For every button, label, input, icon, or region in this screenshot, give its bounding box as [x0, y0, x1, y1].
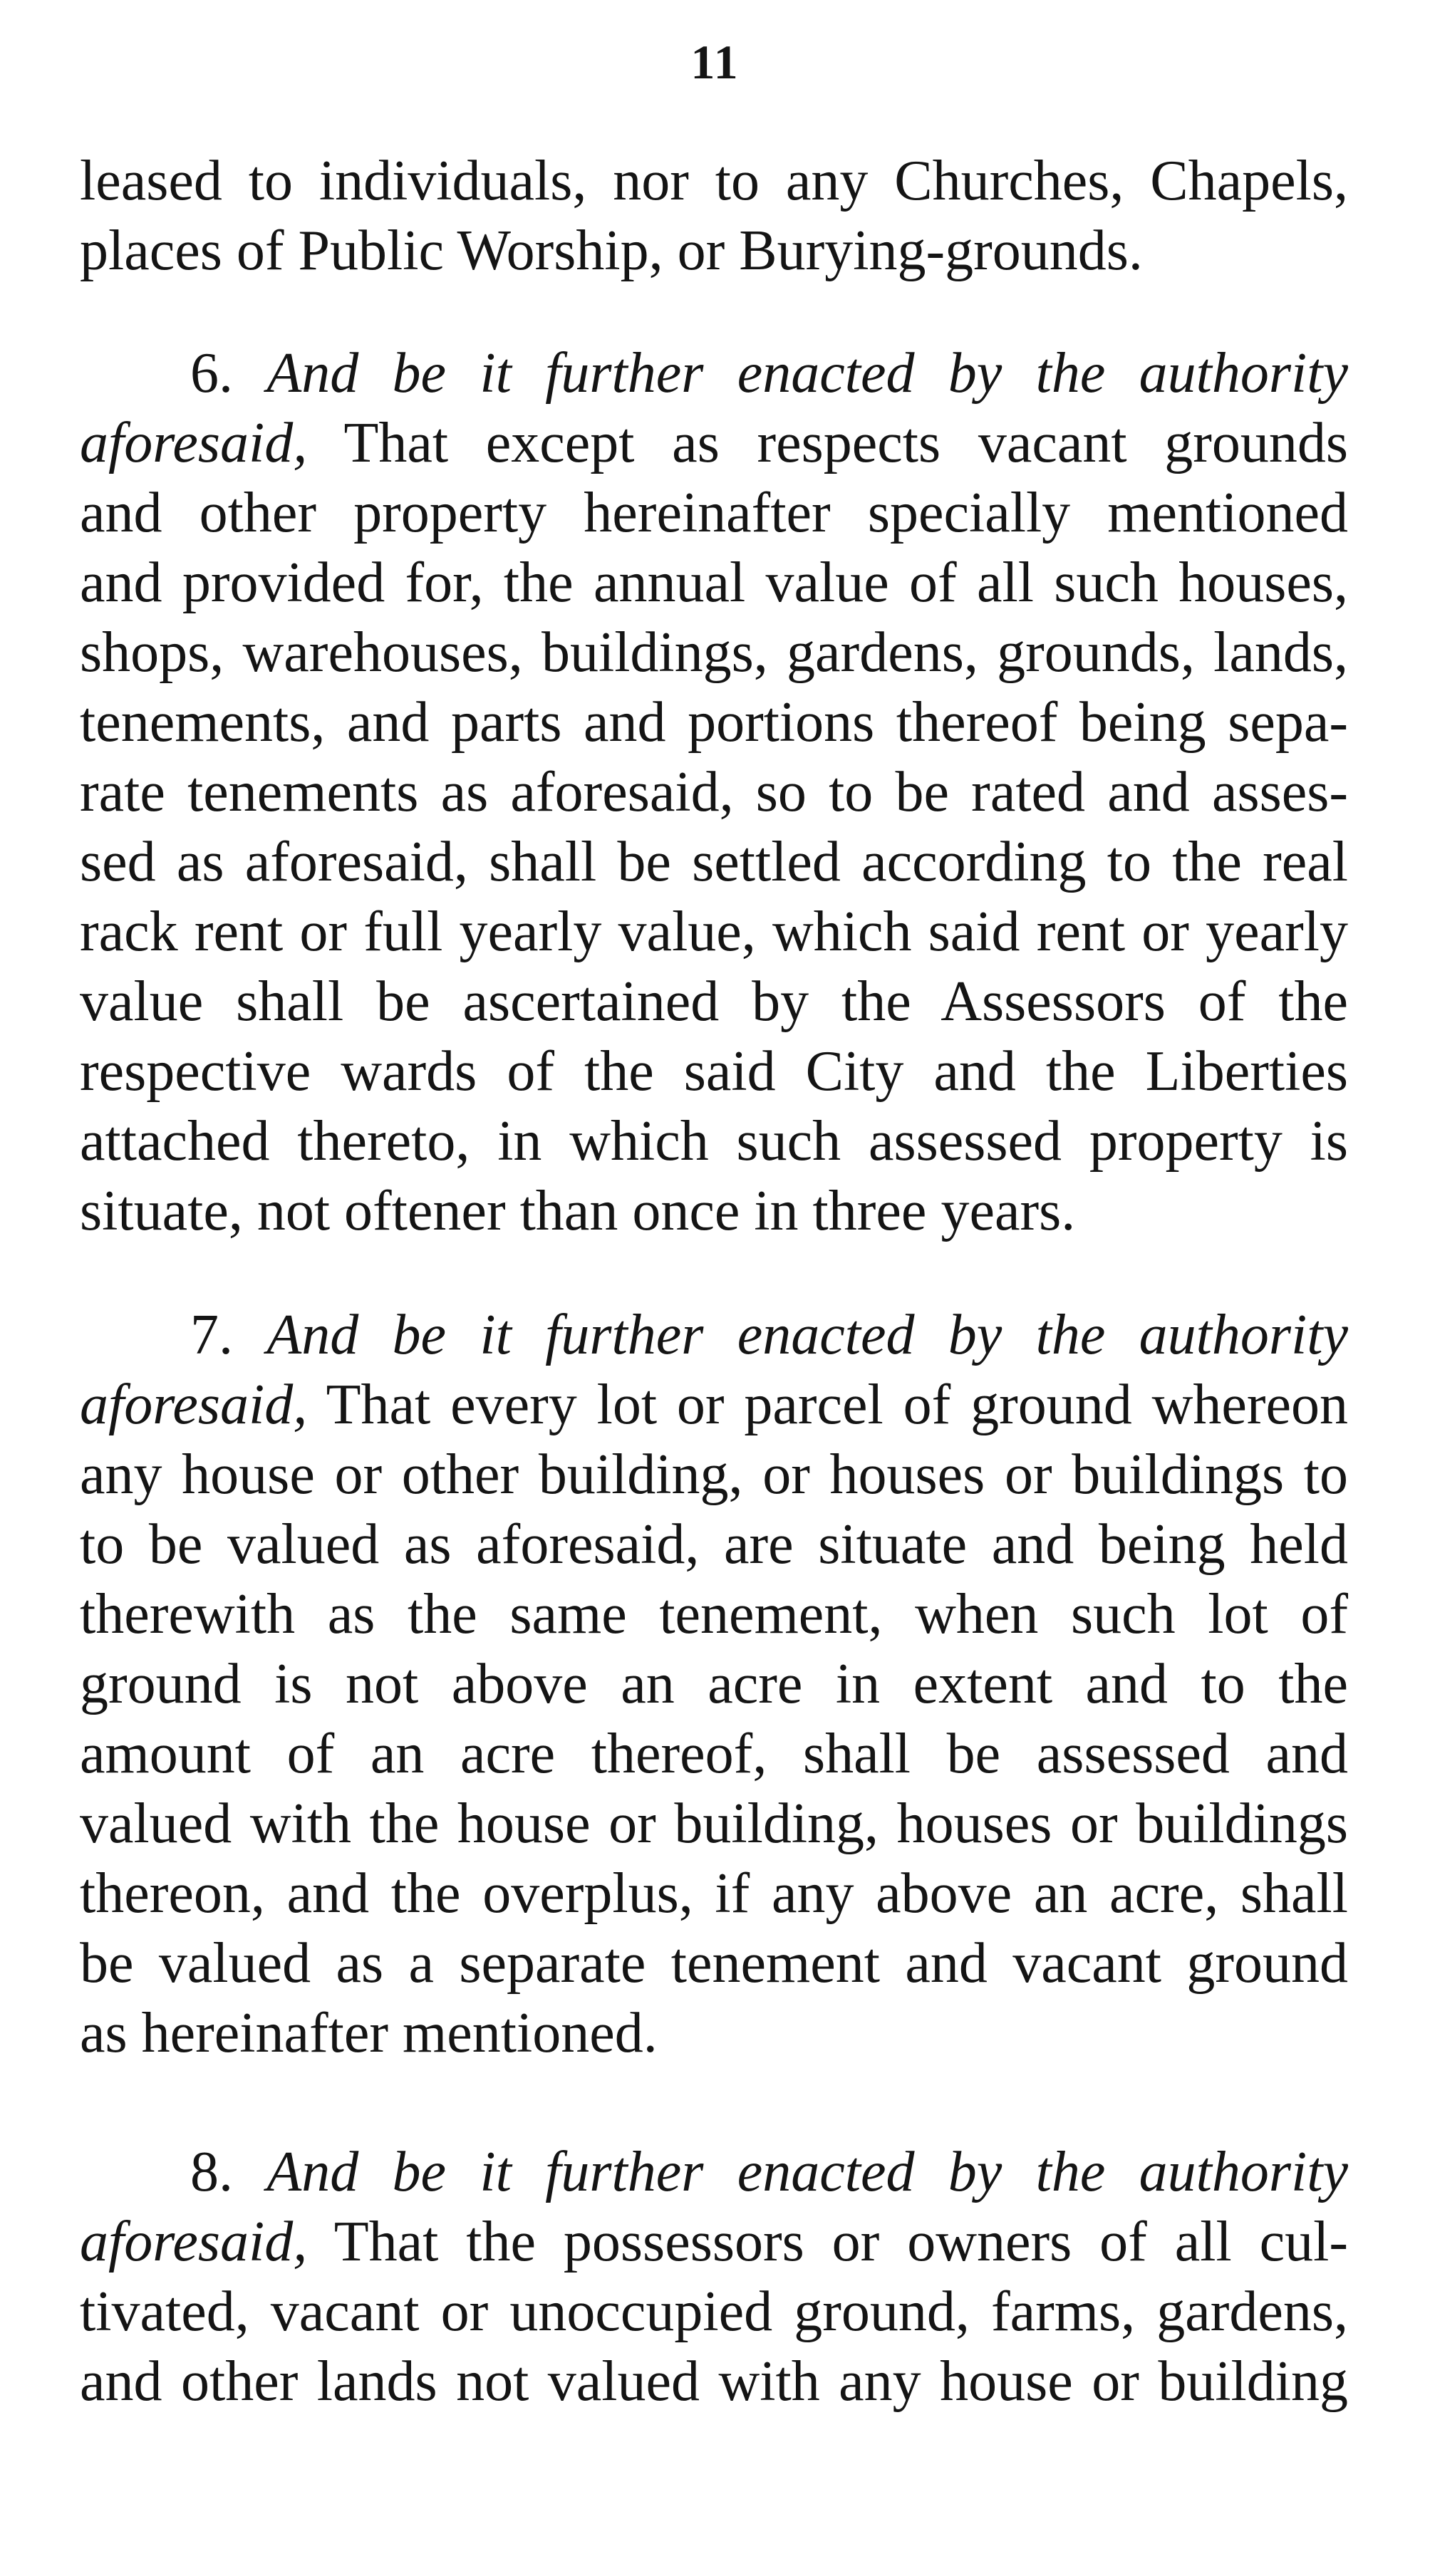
text-line: sed as aforesaid, shall be settled according to the real	[80, 831, 1348, 893]
section-heading-line	[80, 1300, 1348, 1370]
text-line: respective wards of the said City and the Liberties	[80, 1040, 1348, 1103]
enacting-clause: And be it further enacted by the authority	[266, 342, 1348, 405]
text-line: therewith as the same tenement, when such lot of	[80, 1583, 1348, 1646]
section-number: 6.	[190, 342, 233, 405]
text-line: aforesaid, That the possessors or owners of all cul-	[80, 2211, 1348, 2273]
enacting-clause-end: aforesaid,	[80, 2211, 308, 2273]
section-heading-line	[80, 338, 1348, 408]
page-number: 11	[690, 35, 740, 89]
text-line: to be valued as aforesaid, are situate and being held	[80, 1513, 1348, 1576]
enacting-clause: And be it further enacted by the authority	[266, 1304, 1348, 1366]
text-line: and other property hereinafter specially mentioned	[80, 482, 1348, 544]
text-line: be valued as a separate tenement and vacant ground	[80, 1932, 1348, 1995]
text-line: aforesaid, That except as respects vacant grounds	[80, 412, 1349, 474]
section-6-paragraph	[80, 338, 1348, 1246]
text-line: and other lands not valued with any house or building	[80, 2350, 1348, 2413]
section-8-paragraph	[80, 2137, 1348, 2416]
text-line: attached thereto, in which such assessed property is	[80, 1110, 1348, 1173]
intro-paragraph	[80, 146, 1348, 286]
text-line: ground is not above an acre in extent and to the	[80, 1653, 1348, 1715]
section-number: 7.	[190, 1304, 233, 1366]
text-line: aforesaid, That every lot or parcel of ground whereon	[80, 1373, 1349, 1436]
text-line: rack rent or full yearly value, which said rent or yearly	[80, 900, 1348, 963]
text-line: situate, not oftener than once in three years.	[80, 1180, 1076, 1242]
text-line: value shall be ascertained by the Assessors of the	[80, 970, 1348, 1033]
section-7-paragraph	[80, 1300, 1348, 2068]
text-line: shops, warehouses, buildings, gardens, grounds, lands,	[80, 621, 1348, 684]
enacting-clause: And be it further enacted by the authority	[266, 2141, 1348, 2203]
text-line: and provided for, the annual value of all such houses,	[80, 551, 1348, 614]
text-line: amount of an acre thereof, shall be assessed and	[80, 1723, 1348, 1785]
text-line: rate tenements as aforesaid, so to be rated and asses-	[80, 761, 1348, 824]
section-heading-line	[80, 2137, 1348, 2207]
enacting-clause-end: aforesaid,	[80, 412, 308, 474]
text-line: places of Public Worship, or Burying-grounds.	[80, 219, 1143, 282]
text-line: any house or other building, or houses or buildings to	[80, 1443, 1348, 1506]
text-line: valued with the house or building, houses or buildings	[80, 1792, 1348, 1855]
text-line: leased to individuals, nor to any Churches, Chapels,	[80, 150, 1348, 212]
text-line: tenements, and parts and portions thereof being sepa-	[80, 691, 1348, 754]
text-line: tivated, vacant or unoccupied ground, farms, gardens,	[80, 2280, 1348, 2343]
text-line: as hereinafter mentioned.	[80, 2002, 658, 2065]
enacting-clause-end: aforesaid,	[80, 1373, 308, 1436]
text-line: thereon, and the overplus, if any above an acre, shall	[80, 1862, 1348, 1925]
section-number: 8.	[190, 2141, 233, 2203]
